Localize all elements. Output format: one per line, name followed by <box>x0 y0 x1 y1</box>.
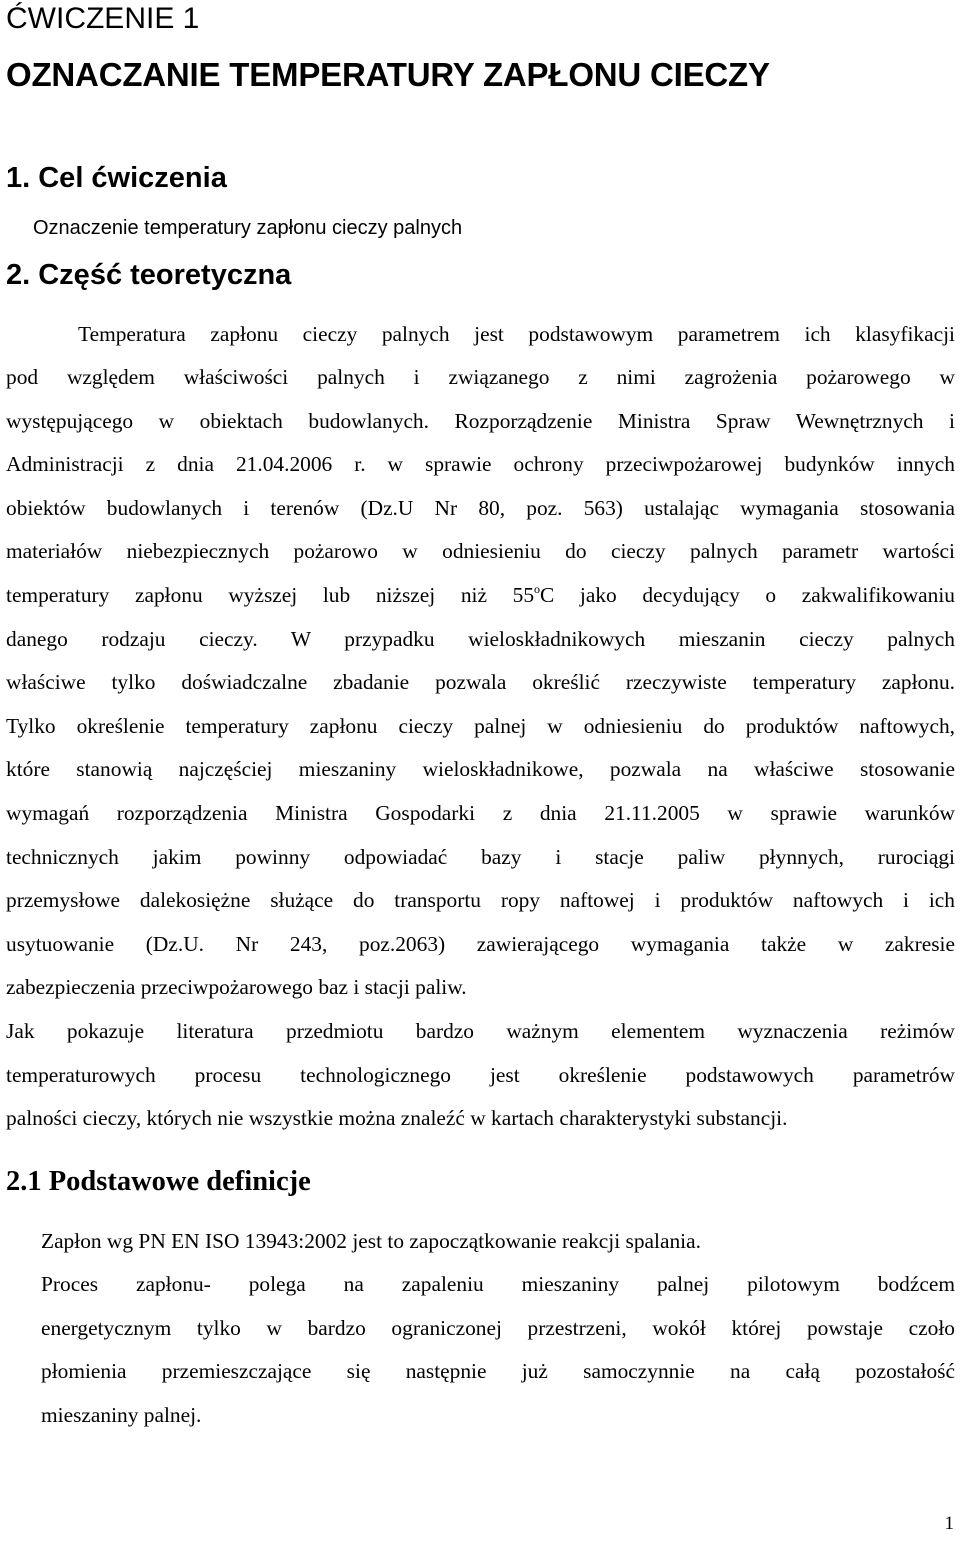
section-2-heading: 2. Część teoretyczna <box>6 259 292 291</box>
section-2-paragraph-line-1 <box>78 313 955 357</box>
text-line: mieszaniny palnej. <box>41 1402 202 1427</box>
text-line: Jak pokazuje literatura przedmiotu bardzo ważnym elementem wyznaczenia reżimów <box>6 1018 955 1043</box>
text-line: materiałów niebezpiecznych pożarowo w odniesieniu do cieczy palnych parametr wartości <box>6 539 955 564</box>
definition-1 <box>41 1220 955 1264</box>
text-line: temperaturowych procesu technologicznego jest określenie podstawowych parametrów <box>6 1062 955 1087</box>
text-line: obiektów budowlanych i terenów (Dz.U Nr 80, poz. 563) ustalając wymagania stosowania <box>6 495 955 520</box>
page-title: OZNACZANIE TEMPERATURY ZAPŁONU CIECZY <box>6 56 770 93</box>
section-2-body <box>6 356 955 1141</box>
text-line-with-degree <box>6 574 955 618</box>
text-line: Proces zapłonu- polega na zapaleniu mieszaniny palnej pilotowym bodźcem <box>41 1272 955 1296</box>
text-line: danego rodzaju cieczy. W przypadku wieloskładnikowych mieszanin cieczy palnych <box>6 626 955 651</box>
text-line: Zapłon wg PN EN ISO 13943:2002 jest to zapoczątkowanie reakcji spalania. <box>41 1229 701 1253</box>
text-fragment: C jako decydujący o zakwalifikowaniu <box>540 582 955 607</box>
section-1-heading: 1. Cel ćwiczenia <box>6 162 227 194</box>
text-line: Tylko określenie temperatury zapłonu cieczy palnej w odniesieniu do produktów naftowych, <box>6 713 955 738</box>
section-1-text: Oznaczenie temperatury zapłonu cieczy palnych <box>33 217 463 239</box>
text-line: zabezpieczenia przeciwpożarowego baz i stacji paliw. <box>6 975 467 1000</box>
text-line: przemysłowe dalekosiężne służące do transportu ropy naftowej i produktów naftowych i ich <box>6 888 955 913</box>
text-line: Administracji z dnia 21.04.2006 r. w sprawie ochrony przeciwpożarowej budynków innych <box>6 452 955 477</box>
text-line: usytuowanie (Dz.U. Nr 243, poz.2063) zawierającego wymagania także w zakresie <box>6 931 955 956</box>
page-number: 1 <box>944 1513 954 1534</box>
text-line: występującego w obiektach budowlanych. Rozporządzenie Ministra Spraw Wewnętrznych i <box>6 408 955 433</box>
exercise-label: ĆWICZENIE 1 <box>6 2 200 35</box>
section-2-1-heading: 2.1 Podstawowe definicje <box>6 1166 311 1197</box>
degree-sign: o <box>534 581 541 596</box>
text-fragment: temperatury zapłonu wyższej lub niższej niż 55 <box>6 582 535 607</box>
text-line: płomienia przemieszczające się następnie już samoczynnie na całą pozostałość <box>41 1359 955 1384</box>
text-line: wymagań rozporządzenia Ministra Gospodarki z dnia 21.11.2005 w sprawie warunków <box>6 800 955 825</box>
definition-2 <box>41 1263 955 1437</box>
text-line: energetycznym tylko w bardzo ograniczonej przestrzeni, wokół której powstaje czoło <box>41 1315 955 1340</box>
text-line: technicznych jakim powinny odpowiadać bazy i stacje paliw płynnych, rurociągi <box>6 844 955 869</box>
text-line: właściwe tylko doświadczalne zbadanie pozwala określić rzeczywiste temperatury zapłonu. <box>6 670 955 695</box>
text-line: palności cieczy, których nie wszystkie można znaleźć w kartach charakterystyki substancji. <box>6 1106 788 1131</box>
text-line: pod względem właściwości palnych i związanego z nimi zagrożenia pożarowego w <box>6 365 955 389</box>
text-line: Temperatura zapłonu cieczy palnych jest podstawowym parametrem ich klasyfikacji <box>78 322 955 346</box>
text-line: które stanowią najczęściej mieszaniny wieloskładnikowe, pozwala na właściwe stosowanie <box>6 757 955 782</box>
